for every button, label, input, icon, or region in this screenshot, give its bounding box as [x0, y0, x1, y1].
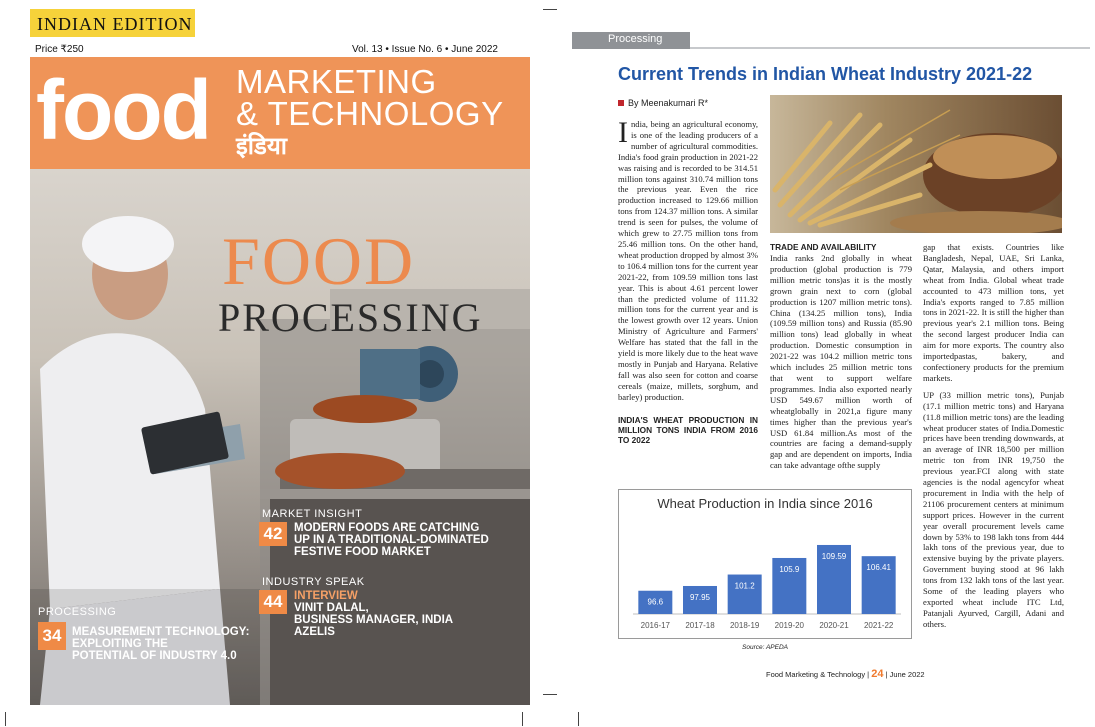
- story-line: FESTIVE FOOD MARKET: [294, 546, 431, 558]
- chart-source: Source: APEDA: [742, 644, 789, 651]
- article-page: [568, 0, 1095, 727]
- cover-price: Price ₹250: [35, 44, 84, 55]
- section-tab: [572, 32, 690, 49]
- section-rule: [690, 47, 1090, 49]
- story-title-processing: [72, 626, 249, 662]
- chart-title: Wheat Production in India since 2016: [657, 496, 873, 511]
- edition-tag: [30, 9, 195, 37]
- byline-text: By Meenakumari R*: [628, 98, 709, 108]
- chart-data-label: 97.95: [689, 592, 711, 602]
- story-line: AZELIS: [294, 626, 335, 638]
- chart-tick-label: 2019-20: [774, 621, 805, 630]
- story-line: VINIT DALAL,: [294, 602, 369, 614]
- article-column-2: [770, 242, 912, 474]
- footer-publication: Food Marketing & Technology |: [766, 670, 872, 679]
- story-line: MODERN FOODS ARE CATCHING: [294, 522, 480, 534]
- chart-tick-label: 2018-19: [729, 621, 760, 630]
- paragraph-text: ndia, being an agricultural economy, is one of the leading producers of a number of agricultural commodities. India's food grain production in 2021-22 was raising and is recorded to be 314.51 million tons against 310.74 million tons the previous year. Even the rice production increased to 129.66 million tons from 124.37 million tons. A similar trend is seen for pulses, the volume of which grew to 27.75 million tons from 25.46 million tons. On the other hand, wheat production dropped by almost 3% to 106.4 million tons for the current year 2021-22, from 109.59 million tons last year. This is about 4.61 percent lower than the predicted volume of 111.32 million tons for the current year and is the lowest growth over 12 years. Union Ministry of Agriculture and Farmers' Welfare has stated that the fall in the yield is more likely due to the heat wave mostly in Punjab and Haryana. Relative fall was also seen for cotton and coarse cereals (maize, millets, sorghum, and barley) production.: [618, 119, 758, 402]
- story-line: BUSINESS MANAGER, INDIA: [294, 614, 454, 626]
- cover-headline-processing: PROCESSING: [218, 295, 483, 340]
- chart-data-label: 105.9: [779, 564, 800, 574]
- magazine-cover: [0, 0, 533, 727]
- footer-date: | June 2022: [883, 670, 925, 679]
- article-column-3: [923, 242, 1064, 633]
- chart-data-label: 106.41: [866, 563, 891, 573]
- crop-mark: [543, 694, 557, 695]
- masthead-line-1: MARKETING: [236, 63, 437, 100]
- chart-plot: [619, 490, 911, 638]
- drop-cap: I: [618, 116, 628, 149]
- story-number-34: 34: [38, 622, 66, 650]
- article-paragraph: [618, 116, 758, 403]
- chart-tick-label: 2017-18: [685, 621, 715, 630]
- article-column-1: [618, 116, 758, 446]
- byline-marker-icon: [618, 100, 624, 106]
- article-title: Current Trends in Indian Wheat Industry 2021-22: [618, 64, 1033, 84]
- story-line: UP IN A TRADITIONAL-DOMINATED: [294, 534, 489, 546]
- story-section-market-insight: MARKET INSIGHT: [262, 508, 363, 520]
- wheat-production-chart: [618, 489, 912, 639]
- crop-mark: [543, 9, 557, 10]
- byline: [618, 98, 708, 108]
- crop-mark: [522, 712, 523, 726]
- wheat-photo: [770, 95, 1062, 233]
- page-number: 24: [871, 668, 884, 680]
- story-section-industry-speak: INDUSTRY SPEAK: [262, 576, 365, 588]
- chart-data-label: 101.2: [734, 581, 755, 591]
- article-paragraph: India ranks 2nd globally in wheat production (global production is 779 million metric tons)as it is the mostly grown grain next to corn (global production is 1207 million metric tons). China (134.25 million tons), India (109.59 million tons) and Russia (85.90 million tons) lead globally in wheat production. Domestic consumption in 2021-22 was 104.2 million metric tons which includes 25 million metric tons that went to support welfare programmes. India also exported nearly USD 549.67 million worth of wheatglobally in 2021,a figure many times higher than the previous year's USD 61.84 million.As most of the countries are facing a demand-supply gap and are dependent on imports, India can take advantage ofthe supply: [770, 253, 912, 471]
- issue-info: Vol. 13 • Issue No. 6 • June 2022: [352, 44, 498, 55]
- chart-bar: [728, 575, 762, 614]
- chart-data-label: 96.6: [647, 597, 664, 607]
- cover-headline-food: FOOD: [222, 223, 416, 299]
- wheat-illustration: [770, 95, 1062, 233]
- chart-tick-label: 2021-22: [863, 621, 894, 630]
- crop-mark: [5, 712, 6, 726]
- story-number-44: 44: [259, 590, 287, 614]
- chart-tick-label: 2020-21: [819, 621, 849, 630]
- story-kicker: INTERVIEW: [294, 590, 358, 602]
- page-footer: [766, 668, 925, 680]
- section-tab-label: Processing: [608, 33, 663, 45]
- edition-label: INDIAN EDITION: [37, 14, 193, 34]
- story-title-market-insight: [294, 522, 489, 558]
- subheading-trade: TRADE AND AVAILABILITY: [770, 242, 877, 252]
- masthead-food-logo: food: [36, 63, 210, 157]
- story-line: MEASUREMENT TECHNOLOGY:: [72, 626, 250, 638]
- story-section-processing: PROCESSING: [38, 606, 117, 618]
- story-title-interview: [294, 590, 453, 638]
- article-paragraph: UP (33 million metric tons), Punjab (17.1 million metric tons) and Haryana (11.8 million metric tons) are the leading wheat producer states of India.Domestic prices have been trending downwards, at an average of INR 18,500 per million metric ton from INR 19,750 the previous year.FCI along with state agencies is the nodal agencyfor wheat procurement in India with the help of 21106 procurement centers at minimum support prices. However in the current year overall procurement levels came down by 53% to 198 lakh tons from 444 lakh tons of the previous year, due to extensive buying by the private players. Government buying stood at 96 lakh tons from 132 lakh tons of the last year. Some of the leading players who exported wheat include ITC Ltd, Patanjali Ayurved, Cargill, Adani and others.: [923, 389, 1064, 629]
- chart-heading: INDIA'S WHEAT PRODUCTION IN MILLION TONS INDIA FROM 2016 TO 2022: [618, 414, 758, 445]
- story-line: EXPLOITING THE: [72, 638, 168, 650]
- masthead-line-2: & TECHNOLOGY: [236, 95, 504, 132]
- chart-tick-label: 2016-17: [640, 621, 671, 630]
- story-number-42: 42: [259, 522, 287, 546]
- masthead-hindi: इंडिया: [236, 133, 287, 160]
- masthead: [30, 57, 530, 169]
- story-line: POTENTIAL OF INDUSTRY 4.0: [72, 650, 237, 662]
- chart-data-label: 109.59: [821, 551, 847, 561]
- article-paragraph: gap that exists. Countries like Bangladesh, Nepal, UAE, Sri Lanka, Qatar, Malaysia, and others import wheat from India. Global wheat trade accounted to 473 million tons, yet India's exports ranged to 7.85 million tons in 2021-22. It is still the higher than previous year's 2.1 million tons. Being the second largest producer India can aim for more exports. The country also importedpastas, bakery, and confectionery products for the premium markets.: [923, 242, 1064, 383]
